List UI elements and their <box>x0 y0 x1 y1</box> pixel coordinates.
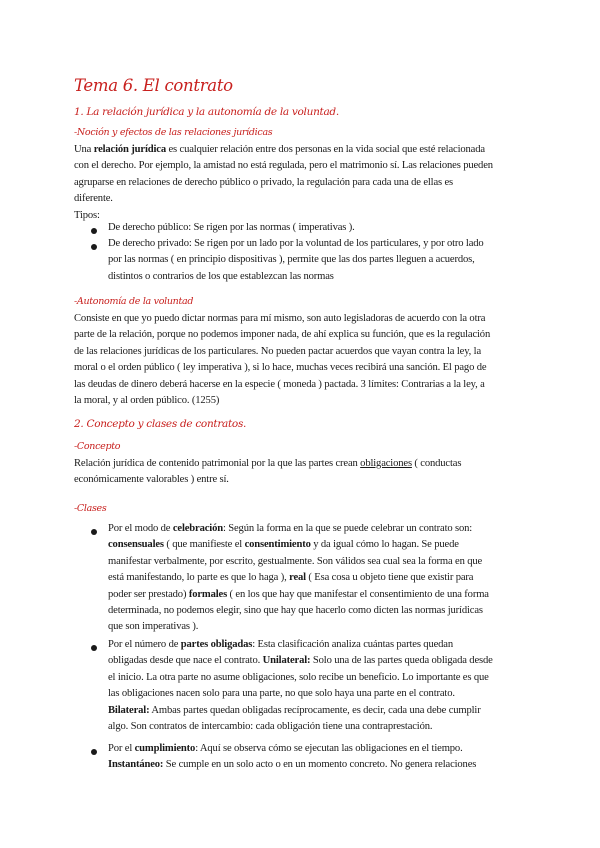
subsection-autonomia-heading: -Autonomía de la voluntad <box>74 296 194 307</box>
paragraph-autonomia: Consiste en que yo puedo dictar normas para mí mismo, son auto legisladoras de acuerdo con la otra parte de la relación, porque no podemos imponer nada, de ahí explica su función, que es la regulación de las relaciones jurídicas de los particulares. No pueden pactar acuerdos que vayan contra la ley, la moral o el orden público ( ley imperativa ), si lo hace, muchas veces recibirá una sanción. El pago de las deudas de dinero deberá hacerse en la especie ( moneda ) pactada. 3 límites: Contrarias a la ley, a la moral, y al orden público. (1255) <box>74 313 491 407</box>
subsection-concepto-heading: -Concepto <box>74 441 121 452</box>
list-item-partes-obligadas: Por el número de partes obligadas: Esta clasificación analiza cuántas partes quedan obligadas desde que nace el contrato. Unilateral: Solo una de las partes queda obligada desde el inicio. La otra parte no asume obligaciones, solo recibe un beneficio. Lo importante es que las obligaciones nacen solo para una parte, no que solo haya una parte en el contrato. Bilateral: Ambas partes quedan obligadas recíprocamente, es decir, cada una debe cumplir algo. Son contratos de intercambio: cada obligación tiene una contraprestación. <box>108 639 493 733</box>
bullet-icon <box>91 228 97 234</box>
text-line: diferente. <box>74 193 113 205</box>
list-item-derecho-privado: De derecho privado: Se rigen por un lado por la voluntad de los particulares, y por otro lado por las normas ( en principio dispositivas ), permite que las dos partes lleguen a acuerdos, distintos o contrarios de los que establezcan las normas <box>108 238 484 282</box>
text-line: con el derecho. Por ejemplo, la amistad no está regulada, pero el matrimonio sí. Las relaciones pueden <box>74 160 493 172</box>
bullet-icon <box>91 749 97 755</box>
list-item-celebracion: Por el modo de celebración: Según la forma en la que se puede celebrar un contrato son: consensuales ( que manifieste el consentimiento y da igual cómo lo hagan. Se puede manifestar verbalmente, por escrito, gestualmente. Son válidos sea cual sea la forma en que está manifestando, lo parte es que lo haga ), real ( Esa cosa u objeto tiene que existir para poder ser prestado) formales ( en los que hay que manifestar el consentimiento de una forma determinada, no podemos elegir, sino que hay que hacerlo como dicten las normas jurídicas que son imperativas ). <box>108 523 489 633</box>
page-title: Tema 6. El contrato <box>74 76 233 95</box>
bullet-icon <box>91 529 97 535</box>
section-1-heading: 1. La relación jurídica y la autonomía de la voluntad. <box>74 106 339 118</box>
subsection-clases-heading: -Clases <box>74 503 107 514</box>
list-item-derecho-publico: De derecho público: Se rigen por las normas ( imperativas ). <box>108 222 355 233</box>
section-2-heading: 2. Concepto y clases de contratos. <box>74 418 247 430</box>
text-line: Una relación jurídica es cualquier relación entre dos personas en la vida social que esté relacionada <box>74 144 485 155</box>
bullet-icon <box>91 244 97 250</box>
bullet-icon <box>91 645 97 651</box>
subsection-nocion-heading: -Noción y efectos de las relaciones jurídicas <box>74 127 273 138</box>
list-item-cumplimiento: Por el cumplimiento: Aquí se observa cómo se ejecutan las obligaciones en el tiempo. Instantáneo: Se cumple en un solo acto o en un momento concreto. No genera relaciones <box>108 743 477 771</box>
text-line: agruparse en relaciones de derecho público o privado, la regulación para cada una de ellas es <box>74 176 454 188</box>
text-line: Tipos: <box>74 209 100 221</box>
paragraph-concepto: Relación jurídica de contenido patrimonial por la que las partes crean obligaciones ( conductas económicamente valorables ) entre sí. <box>74 458 462 486</box>
obligaciones-link[interactable]: obligaciones <box>360 458 412 469</box>
paragraph-relacion-juridica <box>74 142 534 224</box>
